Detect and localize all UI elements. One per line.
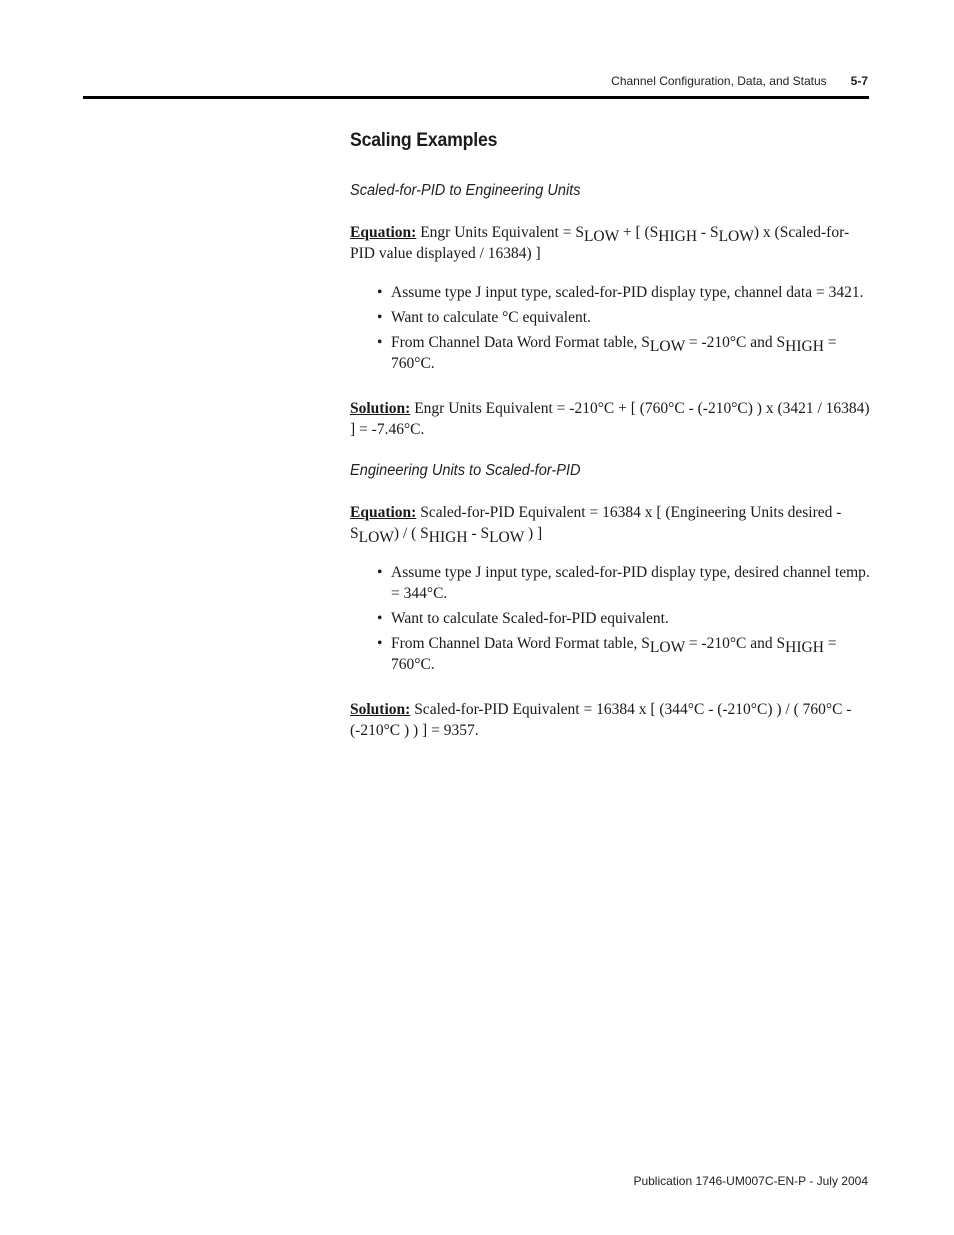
equation-example2: Equation: Scaled-for-PID Equivalent = 16384 x [ (Engineering Units desired - SLOW) / ( SHIGH - SLOW ) ] (350, 504, 842, 546)
header-rule (83, 96, 869, 99)
solution-label: Solution: (350, 701, 411, 718)
bullet-icon: • (377, 309, 383, 326)
bullet-icon: • (377, 635, 383, 652)
subtitle-example1: Scaled-for-PID to Engineering Units (350, 182, 581, 199)
assumptions-list-1 (350, 282, 870, 374)
equation-example1: Equation: Engr Units Equivalent = SLOW + [ (SHIGH - SLOW) x (Scaled-for-PID value displayed / 16384) ] (350, 224, 850, 262)
solution-example2: Solution: Scaled-for-PID Equivalent = 16384 x [ (344°C - (-210°C) ) / ( 760°C - (-210°C ) ) ] = 9357. (350, 701, 852, 739)
list-item: • From Channel Data Word Format table, SLOW = -210°C and SHIGH = 760°C. (377, 334, 837, 372)
list-item: • Assume type J input type, scaled-for-PID display type, desired channel temp. = 344°C. (377, 564, 870, 602)
list-item: • Want to calculate Scaled-for-PID equivalent. (377, 610, 669, 627)
list-item: • Want to calculate °C equivalent. (377, 309, 591, 326)
solution-label: Solution: (350, 400, 411, 417)
list-item: • From Channel Data Word Format table, SLOW = -210°C and SHIGH = 760°C. (377, 635, 837, 673)
bullet-icon: • (377, 334, 383, 351)
bullet-icon: • (377, 284, 383, 301)
equation-label: Equation: (350, 224, 417, 241)
main-content (350, 130, 870, 741)
page-footer: Publication 1746-UM007C-EN-P - July 2004 (633, 1174, 868, 1188)
list-item: • Assume type J input type, scaled-for-PID display type, channel data = 3421. (377, 284, 864, 301)
bullet-icon: • (377, 564, 383, 581)
header-title: Channel Configuration, Data, and Status (611, 74, 827, 88)
bullet-icon: • (377, 610, 383, 627)
assumptions-list-2 (350, 562, 870, 675)
section-title: Scaling Examples (350, 130, 498, 151)
equation-label: Equation: (350, 504, 417, 521)
solution-example1: Solution: Engr Units Equivalent = -210°C + [ (760°C - (-210°C) ) x (3421 / 16384) ] = -7.46°C. (350, 400, 870, 438)
subtitle-example2: Engineering Units to Scaled-for-PID (350, 462, 581, 479)
page-number: 5-7 (850, 74, 868, 88)
page-header (611, 74, 868, 88)
